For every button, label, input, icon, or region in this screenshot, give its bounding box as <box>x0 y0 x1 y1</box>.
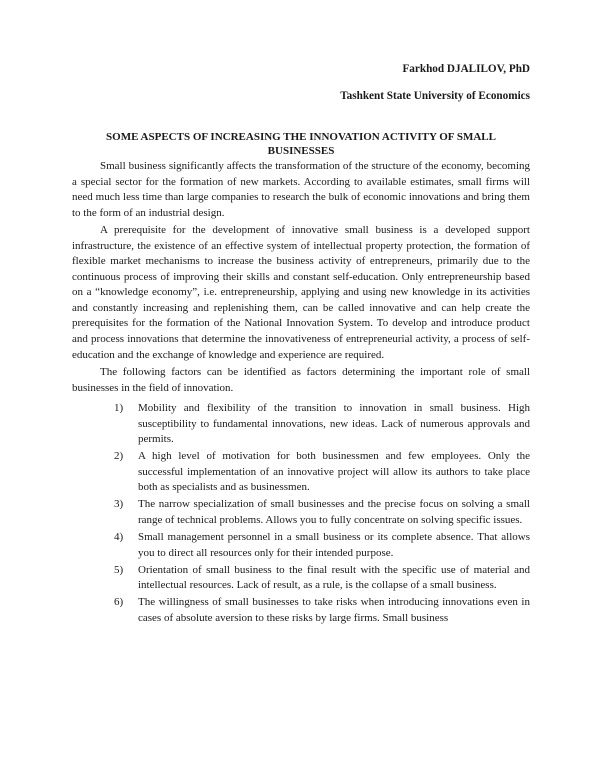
list-item-text: A high level of motivation for both businessmen and few employees. Only the successful implementation of an innovative project will allow its authors to take place both as specialists and as businessmen. <box>138 450 530 494</box>
paper-title: SOME ASPECTS OF INCREASING THE INNOVATION ACTIVITY OF SMALL BUSINESSES <box>106 131 496 157</box>
document-page <box>72 62 530 628</box>
list-item-text: Mobility and flexibility of the transition to innovation in small business. High susceptibility to fundamental innovations, new ideas. Lack of numerous approvals and permits. <box>138 402 530 446</box>
list-item-number: 3) <box>114 498 124 511</box>
list-item-text: The narrow specialization of small businesses and the precise focus on solving a small range of technical problems. Allows you to fully concentrate on solving specific issues. <box>138 498 530 527</box>
body-paragraph: Small business significantly affects the transformation of the structure of the economy, becoming a special sector for the formation of new markets. According to available estimates, small firms will need much less time than large companies to research the bulk of economic innovations and bring them to the form of an industrial design. <box>72 160 530 219</box>
list-item <box>114 401 530 448</box>
body-paragraph: The following factors can be identified as factors determining the important role of small businesses in the field of innovation. <box>72 366 530 394</box>
list-item-number: 1) <box>114 402 124 415</box>
body-paragraph: A prerequisite for the development of innovative small business is a developed support infrastructure, the existence of an effective system of intellectual property protection, the formation of flexible market mechanisms to increase the business activity of entrepreneurs, primarily due to the continuous process of improving their skills and constant self-education. Only entrepreneurship based on a “knowledge economy”, i.e. entrepreneurship, applying and using new knowledge in its activities and constantly increasing and replenishing them, can be called innovative and can help create the prerequisites for the formation of the National Innovation System. To develop and introduce product and process innovations that determine the innovativeness of entrepreneurial activity, a process of self-education and the exchange of knowledge and experience are required. <box>72 224 530 361</box>
list-item-number: 2) <box>114 450 124 463</box>
list-item-number: 6) <box>114 596 124 609</box>
list-item-text: Small management personnel in a small business or its complete absence. That allows you to direct all resources only for their intended purpose. <box>138 531 530 559</box>
list-item-text: The willingness of small businesses to take risks when introducing innovations even in cases of absolute aversion to these risks by large firms. Small business <box>138 596 530 624</box>
list-item <box>114 530 530 561</box>
list-item <box>114 449 530 496</box>
author-name: Farkhod DJALILOV, PhD <box>402 63 530 75</box>
list-item-number: 4) <box>114 531 124 544</box>
list-item <box>114 563 530 594</box>
list-item <box>114 497 530 528</box>
list-item-number: 5) <box>114 563 124 576</box>
factors-list <box>72 401 530 626</box>
list-item-text: Orientation of small business to the final result with the specific use of material and intellectual resources. Lack of result, as a rule, is the collapse of a small business. <box>138 563 530 592</box>
list-item <box>114 595 530 626</box>
author-affiliation: Tashkent State University of Economics <box>340 90 530 102</box>
